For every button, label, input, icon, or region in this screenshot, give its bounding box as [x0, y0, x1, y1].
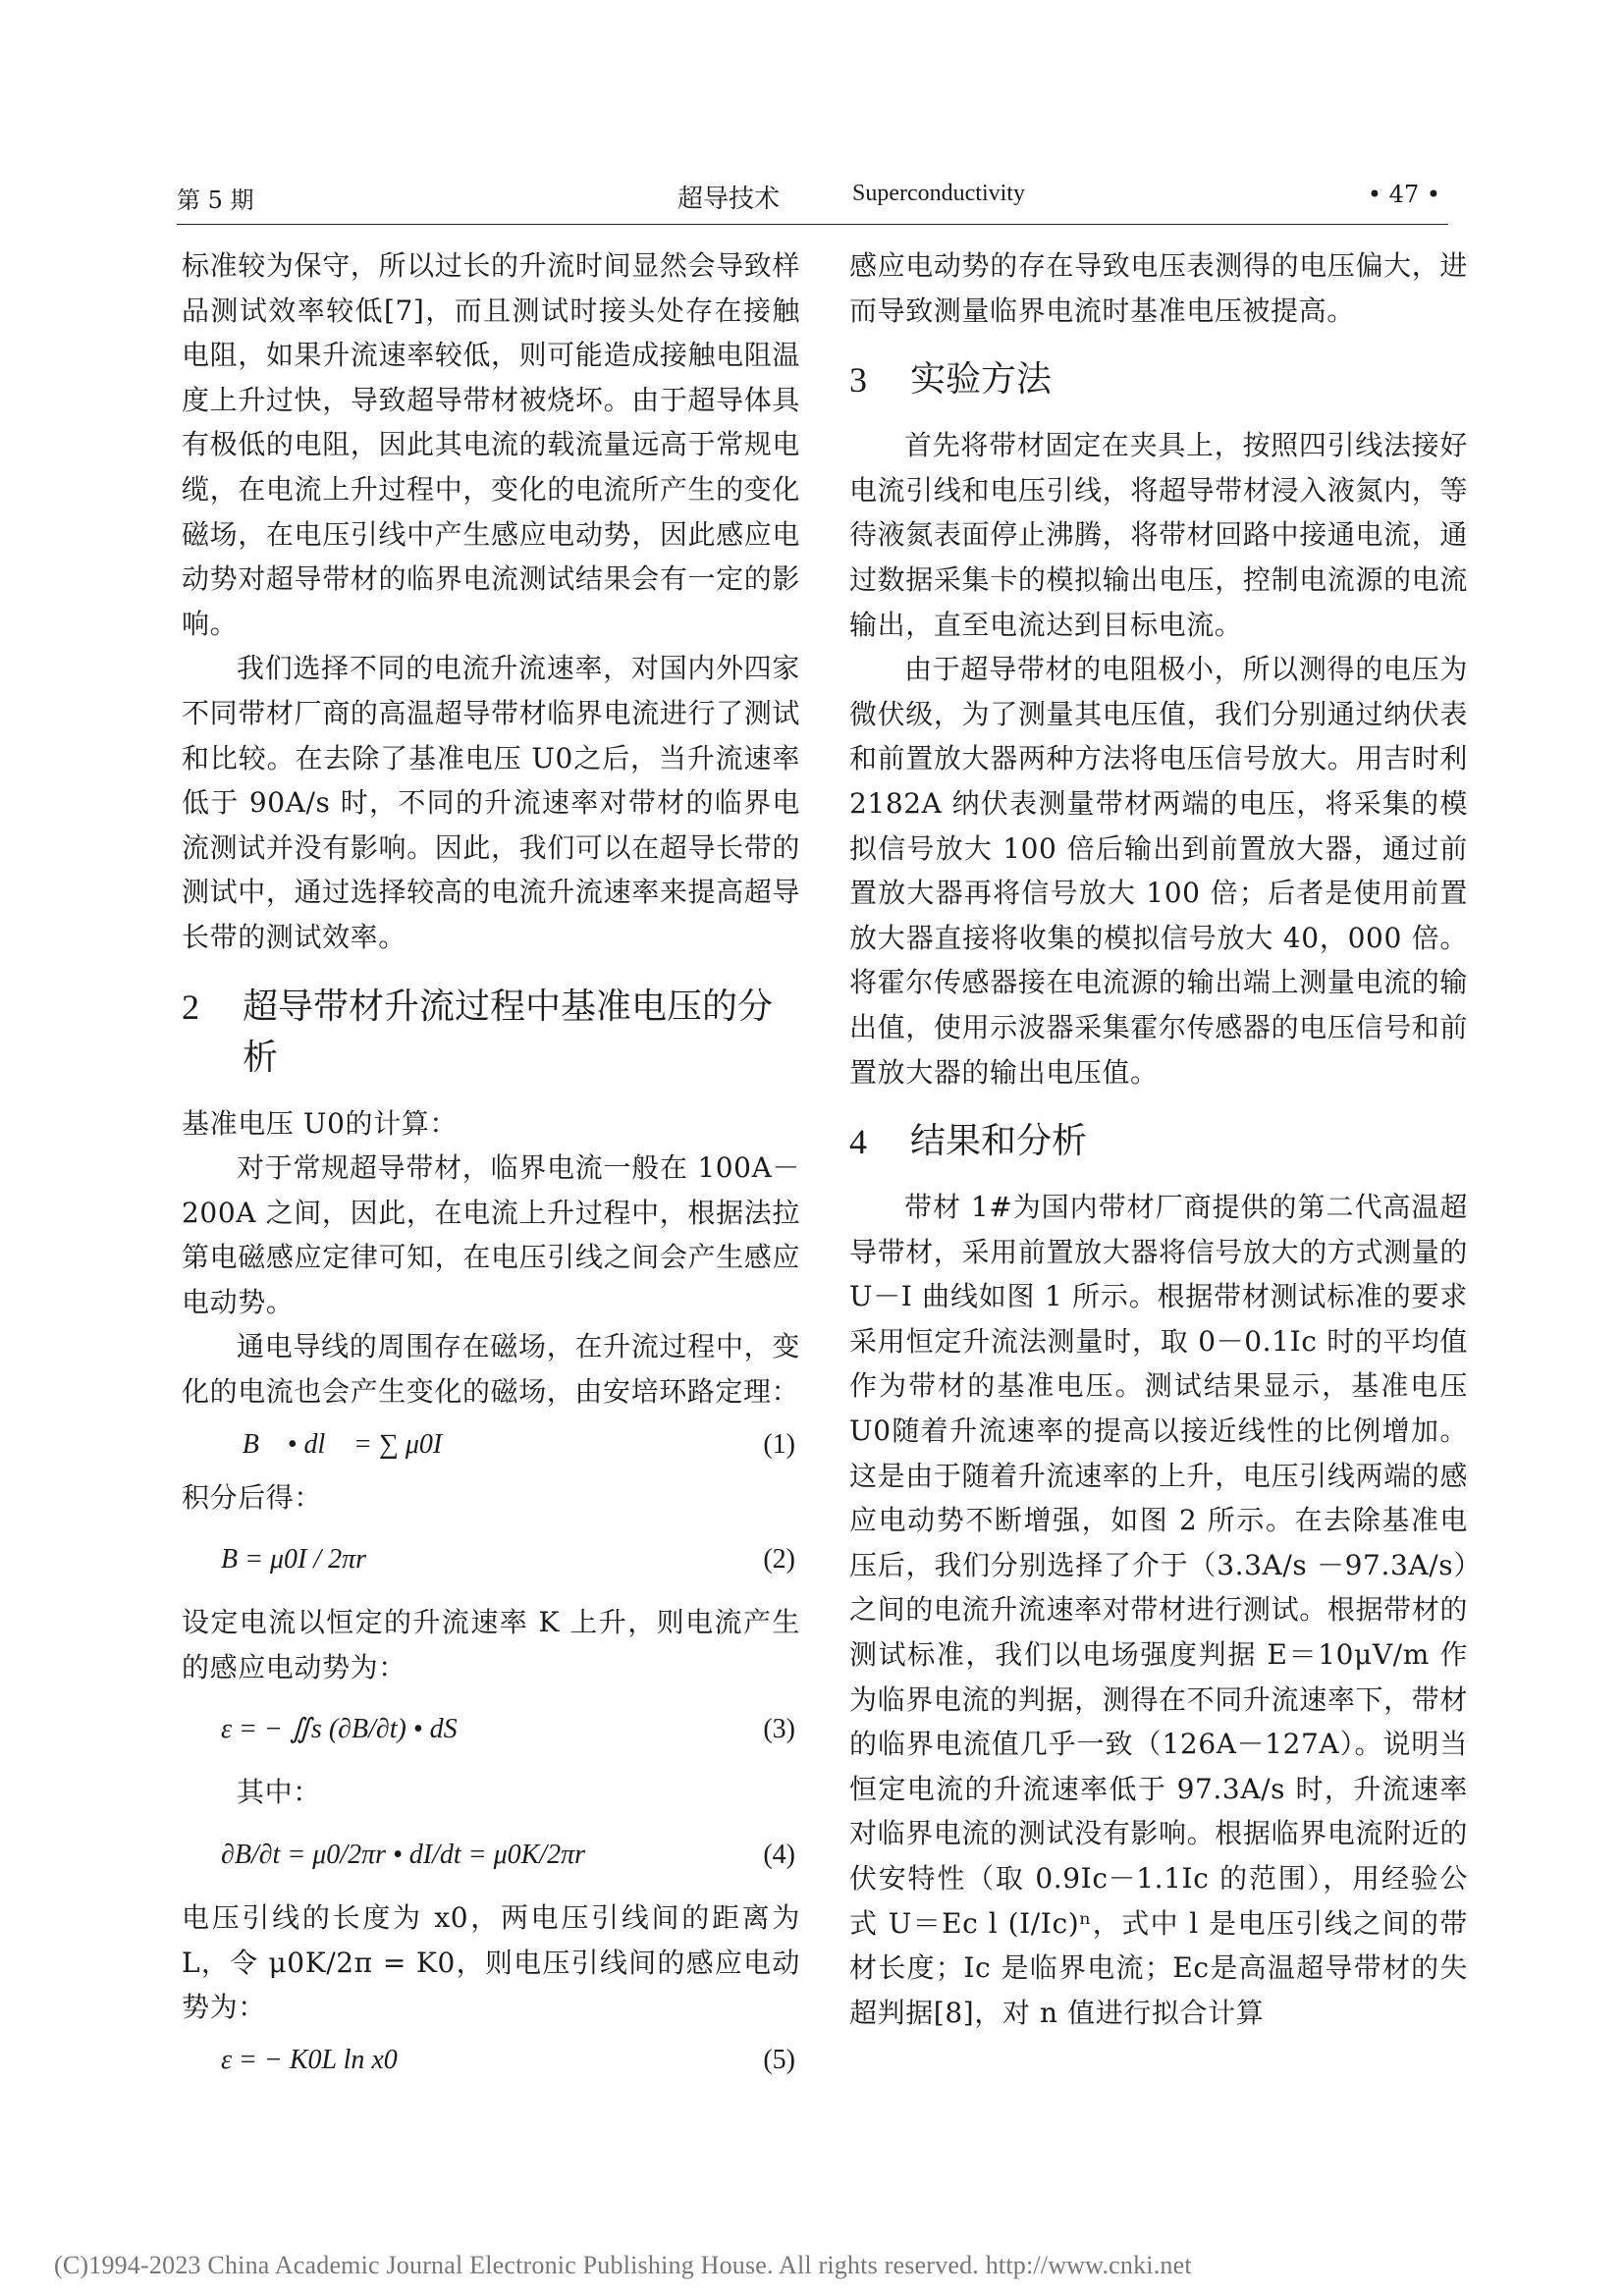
right-column [849, 243, 1468, 2035]
paragraph: 设定电流以恒定的升流速率 K 上升，则电流产生的感应电动势为： [182, 1606, 800, 1683]
equation-number: (2) [763, 1544, 795, 1575]
equation-body: B = μ0I / 2πr [221, 1544, 367, 1575]
left-column [182, 243, 800, 2091]
paragraph: 电压引线的长度为 x0，两电压引线间的距离为 L，令 μ0K/2π = K0，则电压引线间的感应电动势为： [182, 1901, 800, 2024]
section-2-heading [182, 982, 800, 1084]
paragraph: 通电导线的周围存在磁场，在升流过程中，变化的电流也会产生变化的磁场，由安培环路定理： [182, 1330, 800, 1409]
paragraph: 感应电动势的存在导致电压表测得的电压偏大，进而导致测量临界电流时基准电压被提高。 [849, 249, 1468, 327]
equation-number: (1) [763, 1428, 795, 1460]
equation-3 [182, 1689, 800, 1770]
header-rule [177, 224, 1448, 225]
section-title: 实验方法 [910, 359, 1053, 400]
paragraph: 对于常规超导带材，临界电流一般在 100A－200A 之间，因此，在电流上升过程中，根据法拉第电磁感应定律可知，在电压引线之间会产生感应电动势。 [182, 1151, 800, 1318]
section-number: 4 [849, 1122, 867, 1162]
page-number: • 47 • [1367, 181, 1440, 208]
paragraph: 我们选择不同的电流升流速率，对国内外四家不同带材厂商的高温超导带材临界电流进行了测试和比较。在去除了基准电压 U0之后，当升流速率低于 90A/s 时，不同的升流速率对带材的临界电流测试并没有影响。因此，我们可以在超导长带的测试中，通过选择较高的电流升流速率来提高超导长带的测试效率。 [182, 652, 800, 953]
equation-body: ε = − ∬s (∂B/∂t) • dS [221, 1714, 458, 1745]
equation-5 [182, 2030, 800, 2091]
equation-2 [182, 1520, 800, 1600]
equation-number: (5) [763, 2044, 795, 2075]
copyright-footer: (C)1994-2023 China Academic Journal Electronic Publishing House. All rights reserved. http://www.cnki.net [54, 2251, 1192, 2279]
paragraph: 积分后得： [182, 1480, 323, 1514]
equation-1 [182, 1415, 800, 1475]
paragraph: 带材 1#为国内带材厂商提供的第二代高温超导带材，采用前置放大器将信号放大的方式测量的 U－I 曲线如图 1 所示。根据带材测试标准的要求采用恒定升流法测量时，取 0－0.1Ic 时的平均值作为带材的基准电压。测试结果显示，基准电压 U0随着升流速率的提高以接近线性的比例增加。这是由于随着升流速率的上升，电压引线两端的感应电动势不断增强，如图 2 所示。在去除基准电压后，我们分别选择了介于（3.3A/s －97.3A/s）之间的电流升流速率对带材进行测试。根据带材的测试标准，我们以电场强度判据 E＝10μV/m 作为临界电流的判据，测得在不同升流速率下，带材的临界电流值几乎一致（126A－127A）。说明当恒定电流的升流速率低于 97.3A/s 时，升流速率对临界电流的测试没有影响。根据临界电流附近的伏安特性（取 0.9Ic－1.1Ic 的范围），用经验公式 U＝Ec l (I/Ic)ⁿ，式中 l 是电压引线之间的带材长度；Ic 是临界电流；Ec是高温超导带材的失超判据[8]，对 n 值进行拟合计算 [849, 1191, 1468, 2029]
issue-number: 第 5 期 [177, 187, 254, 214]
section-number: 3 [849, 360, 867, 400]
equation-number: (3) [763, 1714, 795, 1745]
section-number: 2 [182, 987, 199, 1027]
paragraph: 由于超导带材的电阻极小，所以测得的电压为微伏级，为了测量其电压值，我们分别通过纳伏表和前置放大器两种方法将电压信号放大。用吉时利 2182A 纳伏表测量带材两端的电压，将采集的模拟信号放大 100 倍后输出到前置放大器，通过前置放大器再将信号放大 100 倍；后者是使用前置放大器直接将收集的模拟信号放大 40，000 倍。将霍尔传感器接在电流源的输出端上测量电流的输出值，使用示波器采集霍尔传感器的电压信号和前置放大器的输出电压值。 [849, 653, 1468, 1089]
section-4-heading [849, 1116, 1468, 1167]
paragraph: 基准电压 U0的计算： [182, 1106, 458, 1140]
equation-number: (4) [763, 1840, 795, 1871]
journal-title-en: Superconductivity [852, 181, 1025, 206]
paragraph: 其中： [237, 1776, 321, 1809]
equation-4 [182, 1815, 800, 1896]
equation-body: ∂B/∂t = μ0/2πr • dI/dt = μ0K/2πr [221, 1840, 585, 1871]
section-title: 超导带材升流过程中基准电压的分析 [243, 986, 774, 1078]
equation-body: ∮B⃗ • dl⃗ = ∑ μ0I [221, 1428, 443, 1460]
running-header [177, 179, 1448, 218]
journal-title-cn: 超导技术 [677, 185, 781, 214]
paragraph: 标准较为保守，所以过长的升流时间显然会导致样品测试效率较低[7]，而且测试时接头处存在接触电阻，如果升流速率较低，则可能造成接触电阻温度上升过快，导致超导带材被烧坏。由于超导体具有极低的电阻，因此其电流的载流量远高于常规电缆，在电流上升过程中，变化的电流所产生的变化磁场，在电压引线中产生感应电动势，因此感应电动势对超导带材的临界电流测试结果会有一定的影响。 [182, 249, 800, 640]
paragraph: 首先将带材固定在夹具上，按照四引线法接好电流引线和电压引线，将超导带材浸入液氮内，等待液氮表面停止沸腾，将带材回路中接通电流，通过数据采集卡的模拟输出电压，控制电流源的电流输出，直至电流达到目标电流。 [849, 429, 1468, 641]
equation-body: ε = − K0L ln x0 [221, 2044, 398, 2075]
section-title: 结果和分析 [910, 1121, 1088, 1162]
section-3-heading [849, 354, 1468, 405]
